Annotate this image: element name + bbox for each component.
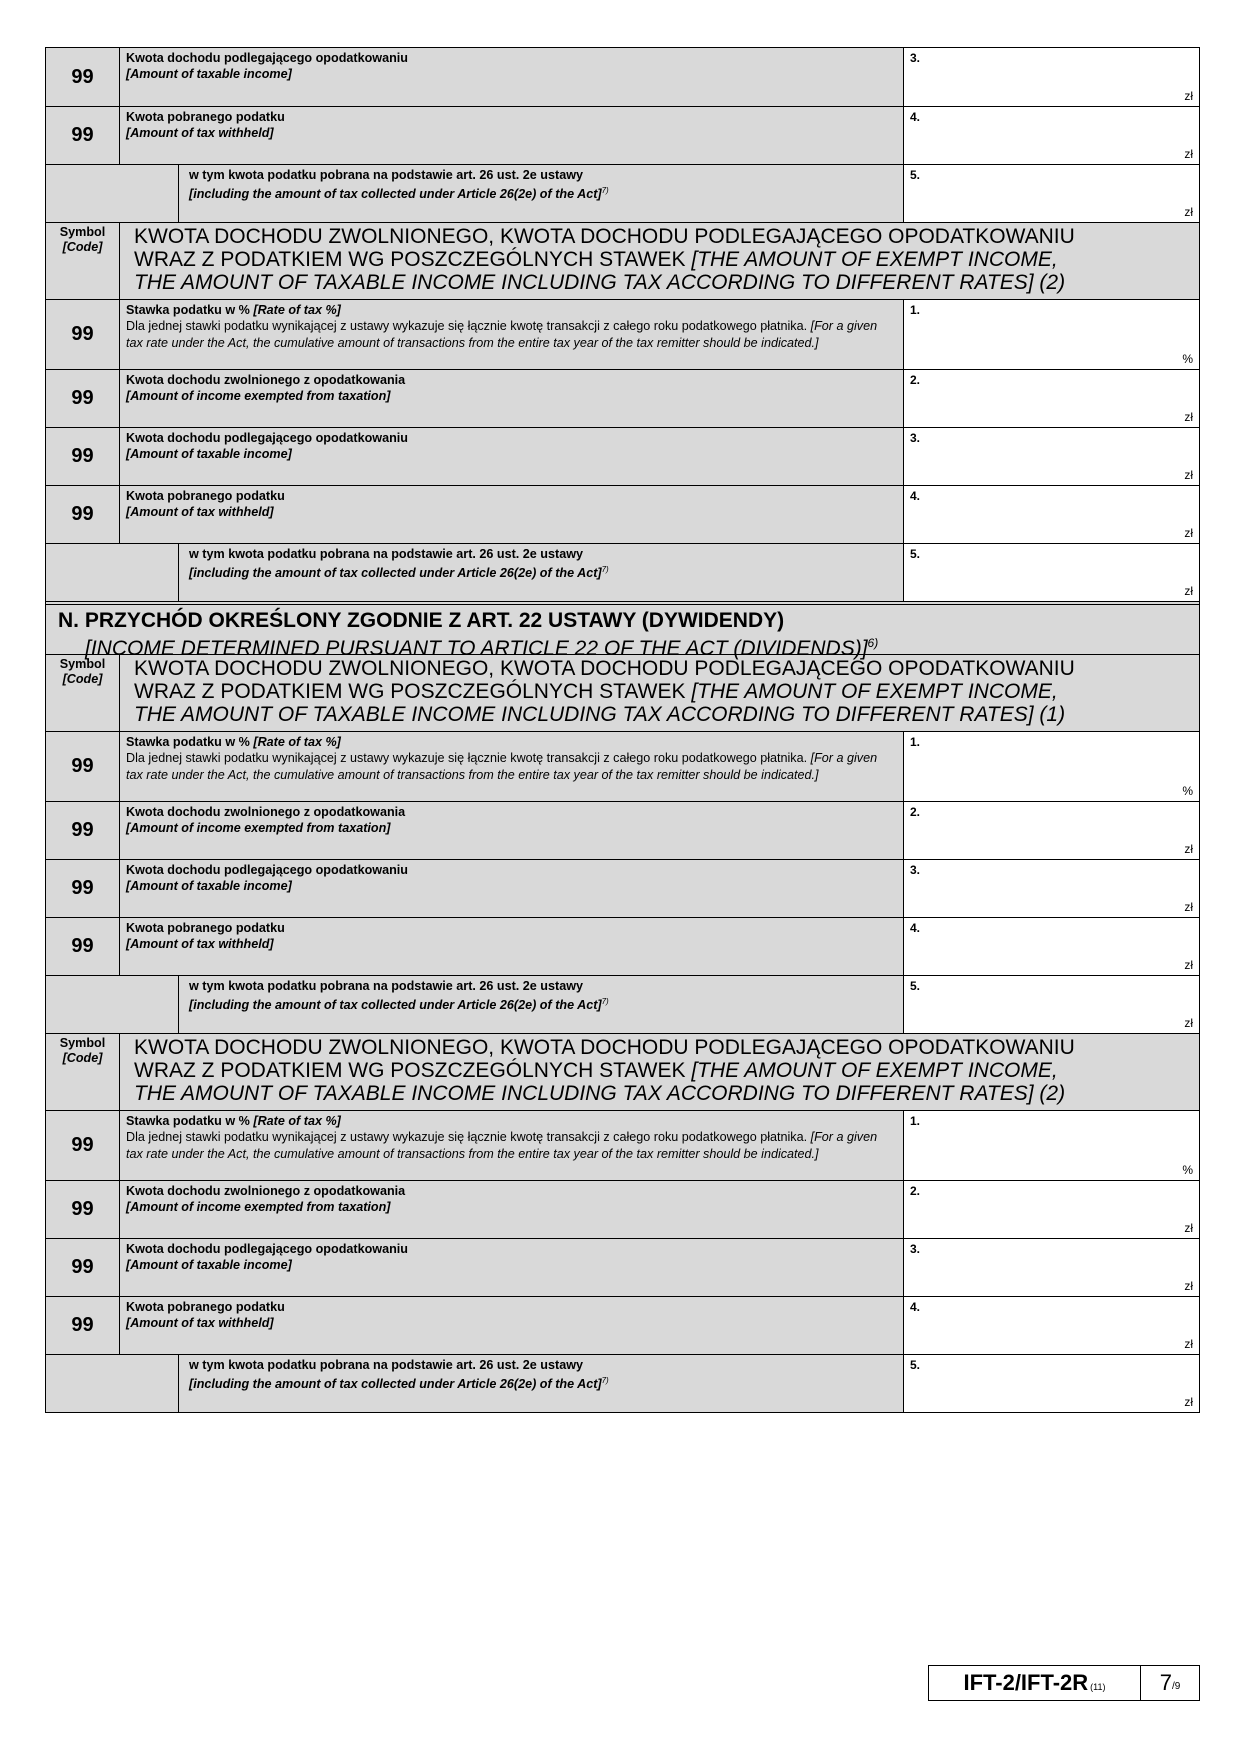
- code-cell: 99: [46, 918, 120, 975]
- symbol-label: Symbol [Code]: [46, 223, 120, 299]
- tax-withheld-label: Kwota pobranego podatku [Amount of tax withheld]: [120, 107, 904, 164]
- exempt-income-row: [46, 801, 1199, 859]
- art26-tax-label: w tym kwota podatku pobrana na podstawie art. 26 ust. 2e ustawy [including the amount of tax collected under Article 26(2e) of the Act]$^{7)}$: [179, 544, 904, 601]
- tax-rate-row: [46, 1110, 1199, 1180]
- taxable-income-field[interactable]: 3. zł: [904, 860, 1199, 917]
- taxable-income-label: Kwota dochodu podlegającego opodatkowaniu [Amount of taxable income]: [120, 860, 904, 917]
- tax-withheld-field[interactable]: 4. zł: [904, 1297, 1199, 1354]
- rates-subheader: [46, 654, 1199, 731]
- art26-tax-row: [46, 975, 1199, 1033]
- page-number: 7 /9: [1159, 1670, 1181, 1695]
- form-footer: [928, 1665, 1200, 1701]
- exempt-income-field[interactable]: 2. zł: [904, 1181, 1199, 1238]
- code-cell: 99: [46, 1297, 120, 1354]
- code-cell: 99: [46, 300, 120, 369]
- tax-withheld-field[interactable]: 4. zł: [904, 918, 1199, 975]
- taxable-income-row: [46, 859, 1199, 917]
- blank-cell: [46, 976, 179, 1033]
- exempt-income-row: [46, 1180, 1199, 1238]
- taxable-income-label: Kwota dochodu podlegającego opodatkowaniu [Amount of taxable income]: [120, 428, 904, 485]
- section-n-title: N. PRZYCHÓD OKREŚLONY ZGODNIE Z ART. 22 USTAWY (DYWIDENDY): [58, 609, 785, 632]
- code-cell: 99: [46, 107, 120, 164]
- art26-tax-label: w tym kwota podatku pobrana na podstawie art. 26 ust. 2e ustawy [including the amount of tax collected under Article 26(2e) of the Act]$^{7)}$: [179, 1355, 904, 1412]
- art26-tax-field[interactable]: 5. zł: [904, 1355, 1199, 1412]
- exempt-income-field[interactable]: 2. zł: [904, 370, 1199, 427]
- rates-subheader: [46, 222, 1199, 299]
- tax-rate-field[interactable]: 1. %: [904, 1111, 1199, 1180]
- rates-subheader-title: KWOTA DOCHODU ZWOLNIONEGO, KWOTA DOCHODU PODLEGAJĄCEGO OPODATKOWANIU WRAZ Z PODATKIEM WG POSZCZEGÓLNYCH STAWEK [THE AMOUNT OF EXEMPT INCOME, THE AMOUNT OF TAXABLE INCOME INCLUDING TAX ACCORDING TO DIFFERENT RATES] (2): [134, 1036, 1075, 1105]
- tax-withheld-field[interactable]: 4. zł: [904, 107, 1199, 164]
- taxable-income-label: Kwota dochodu podlegającego opodatkowaniu [Amount of taxable income]: [120, 48, 904, 106]
- code-cell: 99: [46, 1181, 120, 1238]
- symbol-label: Symbol [Code]: [46, 655, 120, 731]
- section-n-subtitle: [INCOME DETERMINED PURSUANT TO ARTICLE 22 OF THE ACT (DIVIDENDS)]$^{6)}$: [85, 636, 879, 660]
- tax-withheld-row: [46, 917, 1199, 975]
- tax-rate-label: Stawka podatku w % [Rate of tax %] Dla jednej stawki podatku wynikającej z ustawy wykazuje się łącznie kwotę transakcji z całego roku podatkowego płatnika. [For a given tax rate under the Act, the cumulative amount of transactions from the entire tax year of the tax remitter should be indicated.]: [120, 732, 904, 801]
- tax-withheld-field[interactable]: 4. zł: [904, 486, 1199, 543]
- rates-subheader-title: KWOTA DOCHODU ZWOLNIONEGO, KWOTA DOCHODU PODLEGAJĄCEGO OPODATKOWANIU WRAZ Z PODATKIEM WG POSZCZEGÓLNYCH STAWEK [THE AMOUNT OF EXEMPT INCOME, THE AMOUNT OF TAXABLE INCOME INCLUDING TAX ACCORDING TO DIFFERENT RATES] (1): [134, 657, 1075, 726]
- taxable-income-row: [46, 427, 1199, 485]
- symbol-label: Symbol [Code]: [46, 1034, 120, 1110]
- code-cell: 99: [46, 370, 120, 427]
- code-cell: 99: [46, 486, 120, 543]
- tax-form-table: [45, 47, 1200, 1413]
- art26-tax-label: w tym kwota podatku pobrana na podstawie art. 26 ust. 2e ustawy [including the amount of tax collected under Article 26(2e) of the Act]$^{7)}$: [179, 976, 904, 1033]
- taxable-income-field[interactable]: 3. zł: [904, 428, 1199, 485]
- tax-withheld-row: [46, 106, 1199, 164]
- code-cell: 99: [46, 1111, 120, 1180]
- tax-rate-row: [46, 299, 1199, 369]
- exempt-income-label: Kwota dochodu zwolnionego z opodatkowania [Amount of income exempted from taxation]: [120, 370, 904, 427]
- art26-tax-label: w tym kwota podatku pobrana na podstawie art. 26 ust. 2e ustawy [including the amount of tax collected under Article 26(2e) of the Act]$^{7)}$: [179, 165, 904, 222]
- exempt-income-label: Kwota dochodu zwolnionego z opodatkowania [Amount of income exempted from taxation]: [120, 802, 904, 859]
- art26-tax-field[interactable]: 5. zł: [904, 976, 1199, 1033]
- code-cell: 99: [46, 1239, 120, 1296]
- tax-rate-label: Stawka podatku w % [Rate of tax %] Dla jednej stawki podatku wynikającej z ustawy wykazuje się łącznie kwotę transakcji z całego roku podatkowego płatnika. [For a given tax rate under the Act, the cumulative amount of transactions from the entire tax year of the tax remitter should be indicated.]: [120, 300, 904, 369]
- tax-withheld-row: [46, 1296, 1199, 1354]
- code-cell: 99: [46, 860, 120, 917]
- taxable-income-row: [46, 1238, 1199, 1296]
- blank-cell: [46, 544, 179, 601]
- form-code: IFT-2/IFT-2R (11): [929, 1666, 1141, 1700]
- rates-subheader: [46, 1033, 1199, 1110]
- exempt-income-label: Kwota dochodu zwolnionego z opodatkowania [Amount of income exempted from taxation]: [120, 1181, 904, 1238]
- code-cell: 99: [46, 428, 120, 485]
- exempt-income-row: [46, 369, 1199, 427]
- tax-rate-row: [46, 731, 1199, 801]
- art26-tax-field[interactable]: 5. zł: [904, 165, 1199, 222]
- tax-withheld-label: Kwota pobranego podatku [Amount of tax withheld]: [120, 918, 904, 975]
- code-cell: 99: [46, 732, 120, 801]
- rates-subheader-title: KWOTA DOCHODU ZWOLNIONEGO, KWOTA DOCHODU PODLEGAJĄCEGO OPODATKOWANIU WRAZ Z PODATKIEM WG POSZCZEGÓLNYCH STAWEK [THE AMOUNT OF EXEMPT INCOME, THE AMOUNT OF TAXABLE INCOME INCLUDING TAX ACCORDING TO DIFFERENT RATES] (2): [134, 225, 1075, 294]
- section-n-header: [46, 601, 1199, 660]
- taxable-income-label: Kwota dochodu podlegającego opodatkowaniu [Amount of taxable income]: [120, 1239, 904, 1296]
- tax-withheld-label: Kwota pobranego podatku [Amount of tax withheld]: [120, 1297, 904, 1354]
- code-cell: 99: [46, 48, 120, 106]
- tax-rate-label: Stawka podatku w % [Rate of tax %] Dla jednej stawki podatku wynikającej z ustawy wykazuje się łącznie kwotę transakcji z całego roku podatkowego płatnika. [For a given tax rate under the Act, the cumulative amount of transactions from the entire tax year of the tax remitter should be indicated.]: [120, 1111, 904, 1180]
- tax-rate-field[interactable]: 1. %: [904, 732, 1199, 801]
- art26-tax-row: [46, 164, 1199, 222]
- exempt-income-field[interactable]: 2. zł: [904, 802, 1199, 859]
- tax-withheld-label: Kwota pobranego podatku [Amount of tax withheld]: [120, 486, 904, 543]
- tax-rate-field[interactable]: 1. %: [904, 300, 1199, 369]
- blank-cell: [46, 165, 179, 222]
- taxable-income-field[interactable]: 3. zł: [904, 48, 1199, 106]
- art26-tax-field[interactable]: 5. zł: [904, 544, 1199, 601]
- taxable-income-row: [46, 48, 1199, 106]
- art26-tax-row: [46, 1354, 1199, 1412]
- code-cell: 99: [46, 802, 120, 859]
- art26-tax-row: [46, 543, 1199, 601]
- taxable-income-field[interactable]: 3. zł: [904, 1239, 1199, 1296]
- blank-cell: [46, 1355, 179, 1412]
- tax-withheld-row: [46, 485, 1199, 543]
